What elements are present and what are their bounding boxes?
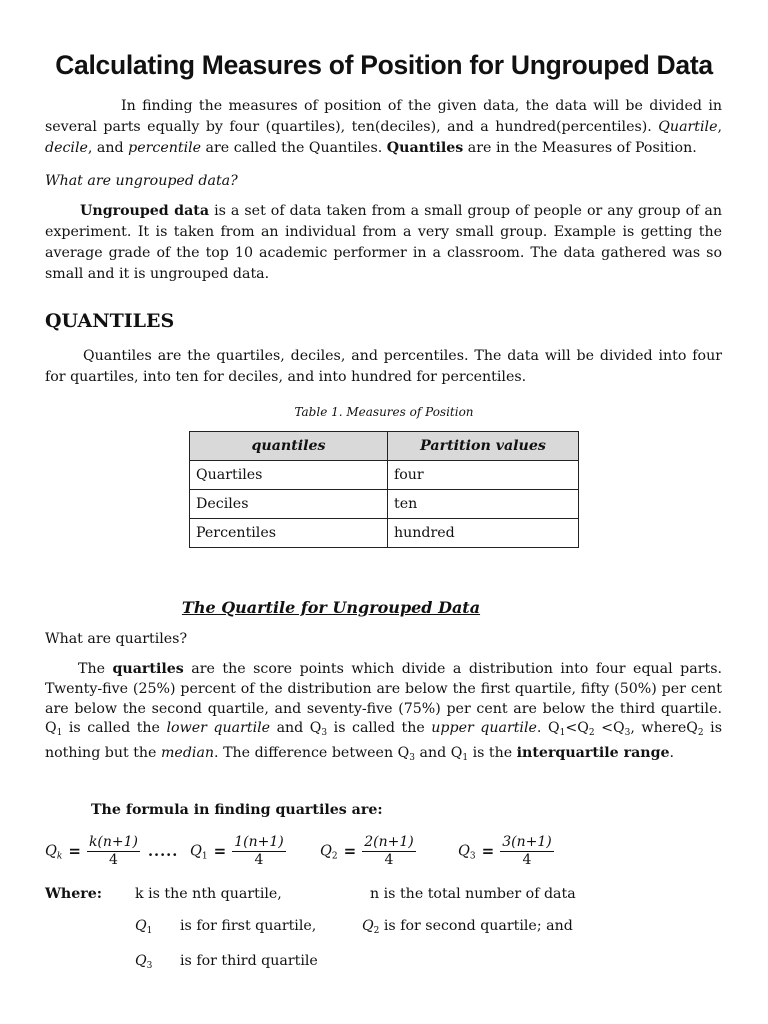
table-cell: ten bbox=[388, 490, 579, 519]
quantiles-heading: QUANTILES bbox=[45, 310, 175, 332]
table-cell: Percentiles bbox=[190, 519, 388, 548]
ungrouped-question: What are ungrouped data? bbox=[45, 173, 238, 189]
quartile-question: What are quartiles? bbox=[45, 631, 188, 647]
table-cell: Deciles bbox=[190, 490, 388, 519]
ungrouped-paragraph: Ungrouped data is a set of data taken from a small group of people or any group of an experiment. It is taken from an individual from a very small group. Example is getting the average grade of the top 10 academic performer in a classroom. The data gathered was so small and it is ungrouped data. bbox=[45, 203, 722, 282]
quartile-paragraph: The quartiles are the score points which divide a distribution into four equal parts. Twenty-five (25%) percent of the distribution are below the first quartile, fifty (50%) per cent are below the second quartile, and seventy-five (75%) per cent are below the third quartile. $Q_1$ is called the lower quartile and $Q_3$ is called the upper quartile. $Q_1<Q_2 <Q_3$, whereQ$_2$ is nothing but the median. The difference between $Q_3$ and $Q_1$ is the interquartile range. bbox=[45, 661, 722, 764]
intro-paragraph: In finding the measures of position of the given data, the data will be divided in several parts equally by four (quartiles), ten(deciles), and a hundred(percentiles). Quartile, decile, and percentile are called the Quantiles. Quantiles are in the Measures of Position. bbox=[45, 98, 722, 156]
quantiles-paragraph: Quantiles are the quartiles, deciles, and percentiles. The data will be divided into four for quartiles, into ten for deciles, and into hundred for percentiles. bbox=[45, 348, 722, 385]
page-title: Calculating Measures of Position for Ungrouped Data bbox=[55, 50, 713, 80]
quartile-section-heading: The Quartile for Ungrouped Data bbox=[181, 598, 481, 617]
table-caption: Table 1. Measures of Position bbox=[294, 405, 474, 419]
table-header: quantiles bbox=[190, 432, 388, 461]
table-cell: hundred bbox=[388, 519, 579, 548]
table-header-row bbox=[190, 432, 579, 461]
q3-symbol: $Q_3$ bbox=[135, 953, 153, 971]
table-row bbox=[190, 519, 579, 548]
formula-q1: $Q_1$ = $\frac{1(n+1)}{4}$ bbox=[190, 834, 284, 868]
q2-definition: $Q_2$ is for second quartile; and bbox=[362, 918, 573, 936]
k-definition: k is the nth quartile, bbox=[135, 886, 282, 902]
q1-symbol: $Q_1$ bbox=[135, 918, 153, 936]
measures-of-position-table bbox=[189, 431, 579, 548]
formula-q2: $Q_2$ = $\frac{2(n+1)}{4}$ bbox=[320, 834, 414, 868]
n-definition: n is the total number of data bbox=[370, 886, 576, 902]
formula-q3: $Q_3$ = $\frac{3(n+1)}{4}$ bbox=[458, 834, 552, 868]
table-cell: four bbox=[388, 461, 579, 490]
table-cell: Quartiles bbox=[190, 461, 388, 490]
where-label: Where: bbox=[45, 886, 103, 902]
table-row bbox=[190, 490, 579, 519]
formula-heading: The formula in finding quartiles are: bbox=[91, 802, 383, 818]
formula-qk: $Q_k$ = $\frac{k(n+1)}{4}$ ..... bbox=[45, 834, 179, 868]
table-row bbox=[190, 461, 579, 490]
table-header: Partition values bbox=[388, 432, 579, 461]
q1-definition: is for first quartile, bbox=[180, 918, 317, 934]
q3-definition: is for third quartile bbox=[180, 953, 318, 969]
